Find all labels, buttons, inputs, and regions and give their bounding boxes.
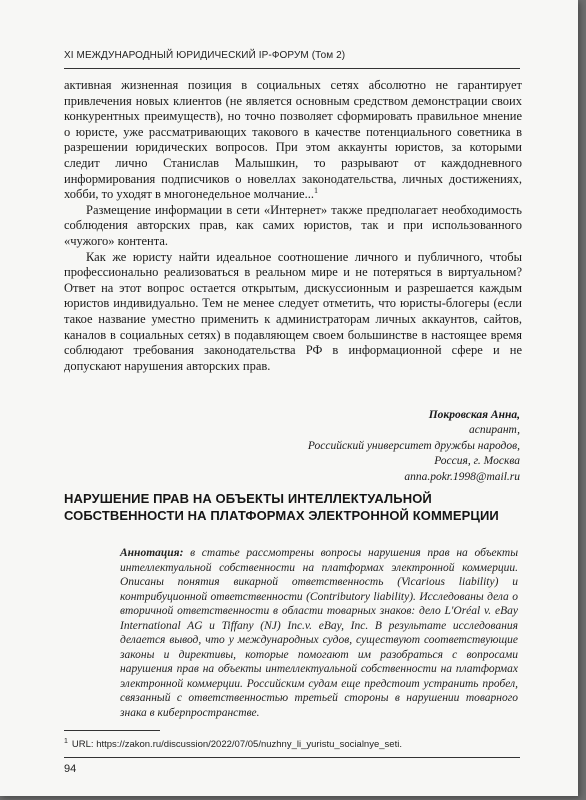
author-block [250, 408, 520, 485]
annotation-label: Аннотация: [120, 547, 184, 559]
author-affiliation: Российский университет дружбы народов, [307, 439, 520, 452]
paragraph-3: Как же юристу найти идеальное соотношение личного и публичного, чтобы профессионально реализоваться в реальном мире и не потеряться в виртуальном? Ответ на этот вопрос остается открытым, дискуссионным и разрешается каждым юристов индивидуально. Тем не менее следует отметить, что юристы-блогеры (если такое название уместно применить к администраторам личных аккаунтов, сайтов, каналов в социальных сетях) в подавляющем своем большинстве в настоящее время соблюдают требования законодательства РФ в информационной сфере и не допускают нарушения авторских прав. [64, 249, 522, 373]
paragraph-2: Размещение информации в сети «Интернет» также предполагает необходимость соблюдения авторских прав, как самих юристов, так и при использованного «чужого» контента. [64, 202, 522, 248]
running-header: XI МЕЖДУНАРОДНЫЙ ЮРИДИЧЕСКИЙ IP-ФОРУМ (Том 2) [64, 50, 346, 61]
footnote [64, 736, 524, 751]
footnote-reference[interactable]: 1 [313, 186, 318, 195]
author-email[interactable]: anna.pokr.1998@mail.ru [404, 470, 520, 483]
article-title-line-2: СОБСТВЕННОСТИ НА ПЛАТФОРМАХ ЭЛЕКТРОННОЙ КОММЕРЦИИ [64, 508, 499, 523]
footnote-url[interactable]: URL: https://zakon.ru/discussion/2022/07/05/nuzhny_li_yuristu_socialnye_seti. [71, 739, 402, 751]
footnote-rule [64, 730, 160, 731]
body-text [64, 78, 522, 374]
annotation [120, 546, 518, 720]
author-location: Россия, г. Москва [434, 455, 520, 468]
paragraph-1 [64, 78, 522, 203]
annotation-text: в статье рассмотрены вопросы нарушения прав на объекты интеллектуальной собственности на платформах электронной коммерции. Описаны понятия викарной ответственность (Vicarious liability) и контрибуционной ответственности (Contributory liability). Исследованы дела о вторичной ответственности в области товарных знаков: дело L'Oréal v. eBay International AG и Tiffany (NJ) Inc.v. eBay, Inc. В результате исследования делается вывод, что у международных судов, существуют соответствующие законы и директивы, которые помогают им разобраться с вопросами нарушения прав на объекты интеллектуальной собственности на платформах электронной коммерции. Российским судам еще предстоит устранить пробел, связанный с ответственностью третьей стороны в нарушении товарного знака в киберпространстве. [120, 547, 518, 719]
article-title-line-1: НАРУШЕНИЕ ПРАВ НА ОБЪЕКТЫ ИНТЕЛЛЕКТУАЛЬНОЙ [64, 491, 432, 506]
author-name: Покровская Анна, [428, 409, 520, 421]
header-rule [64, 68, 520, 69]
article-title [64, 490, 522, 524]
footnote-mark: 1 [64, 738, 68, 745]
footer-rule [64, 757, 520, 758]
paragraph-1-text: активная жизненная позиция в социальных сетях абсолютно не гарантирует привлечения новых клиентов (не является основным средством демонстрации своих конкурентных преимуществ), но точно позволяет сформировать правильное мнение о юристе, уже рассматривающих такового в качестве потенциального советника в разрешении юридических вопросов. При этом аккаунты юристов, за которыми следит лично Станислав Малышкин, то разрывают от каждодневного информирования подписчиков о новеллах законодательства, личных достижениях, хобби, то уходят в многонедельное молчание... [64, 78, 522, 202]
author-position: аспирант, [468, 424, 520, 437]
page-number: 94 [64, 763, 77, 775]
